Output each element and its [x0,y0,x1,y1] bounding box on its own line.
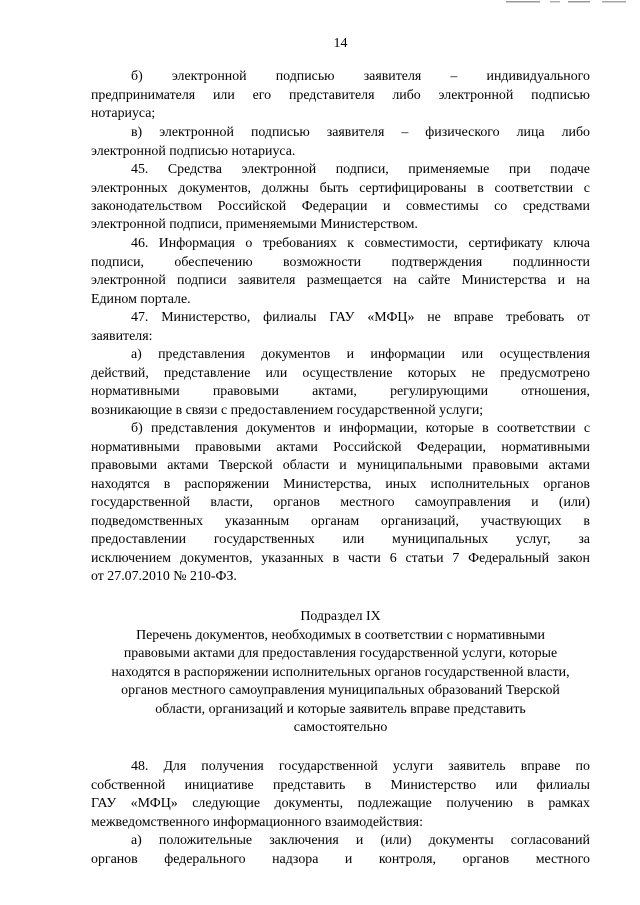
text-line: б) представления документов и информации, которые в соответствии с [131,421,590,436]
scan-edge-marks [506,0,626,5]
subsection-title-line: самостоятельно [293,720,388,735]
text-line: а) положительные заключения и (или) документы согласований [131,833,590,848]
text-line: подписи, обеспечению возможности подтверждения подлинности [91,255,590,270]
text-line: 45. Средства электронной подписи, применяемые при подаче [131,162,590,177]
text-line: в) электронной подписью заявителя – физического лица либо [131,125,590,140]
text-line: нормативными правовыми актами, регулирующими отношения, [91,384,590,399]
text-line: собственной инициативе представить в Министерство или филиалы [91,778,590,793]
text-line: а) представления документов и информации или осуществления [131,347,590,362]
text-line: предоставлении государственных или муниципальных услуг, за [91,532,590,547]
text-line: 48. Для получения государственной услуги заявитель вправе по [131,759,590,774]
text-line: электронных документов, должны быть сертифицированы в соответствии с [91,181,590,196]
text-line: ГАУ «МФЦ» следующие документы, подлежащие получению в рамках [91,796,590,811]
text-line: правовыми актами Тверской области и муниципальными правовыми актами [91,458,590,473]
text-line: государственной власти, органов местного самоуправления и (или) [91,495,590,510]
text-line: 47. Министерство, филиалы ГАУ «МФЦ» не вправе требовать от [131,310,590,325]
subsection-title-line: органов местного самоуправления муниципальных образований Тверской [121,683,560,698]
text-line: органов федерального надзора и контроля, органов местного [91,852,590,867]
text-line: 46. Информация о требованиях к совместимости, сертификату ключа [131,236,590,251]
text-line: действий, представление или осуществление которых не предусмотрено [91,366,590,381]
subsection-title-line: области, организаций и которые заявитель вправе представить [155,702,526,717]
text-line: предпринимателя или его представителя либо электронной подписью [91,88,590,103]
text-line: электронной подписи заявителя размещается на сайте Министерства и на [91,273,590,288]
text-line: исключением документов, указанных в части 6 статьи 7 Федеральный закон [91,551,590,566]
text-line: б) электронной подписью заявителя – индивидуального [131,69,590,84]
text-line: электронной подписью нотариуса. [91,144,296,159]
text-line: Едином портале. [91,292,191,307]
text-line: заявителя: [91,329,153,344]
subsection-heading: Подраздел IX [300,609,381,624]
text-line: межведомственного информационного взаимодействия: [91,815,423,830]
text-line: возникающие в связи с предоставлением государственной услуги; [91,403,484,418]
text-line: находятся в распоряжении Министерства, иных исполнительных органов [91,477,590,492]
text-line: от 27.07.2010 № 210-ФЗ. [91,569,237,584]
text-line: нормативными правовыми актами Российской Федерации, нормативными [91,440,590,455]
subsection-title-line: Перечень документов, необходимых в соответствии с нормативными [136,628,545,643]
subsection-title-line: правовыми актами для предоставления государственной услуги, которые [123,646,558,661]
text-line: законодательством Российской Федерации и совместимы со средствами [91,199,590,214]
page-number: 14 [333,36,348,51]
text-line: подведомственных указанным органам организаций, участвующих в [91,514,590,529]
text-line: электронной подписи, применяемыми Министерством. [91,217,418,232]
subsection-title-line: находятся в распоряжении исполнительных органов государственной власти, [111,665,570,680]
text-line: нотариуса; [91,106,156,121]
